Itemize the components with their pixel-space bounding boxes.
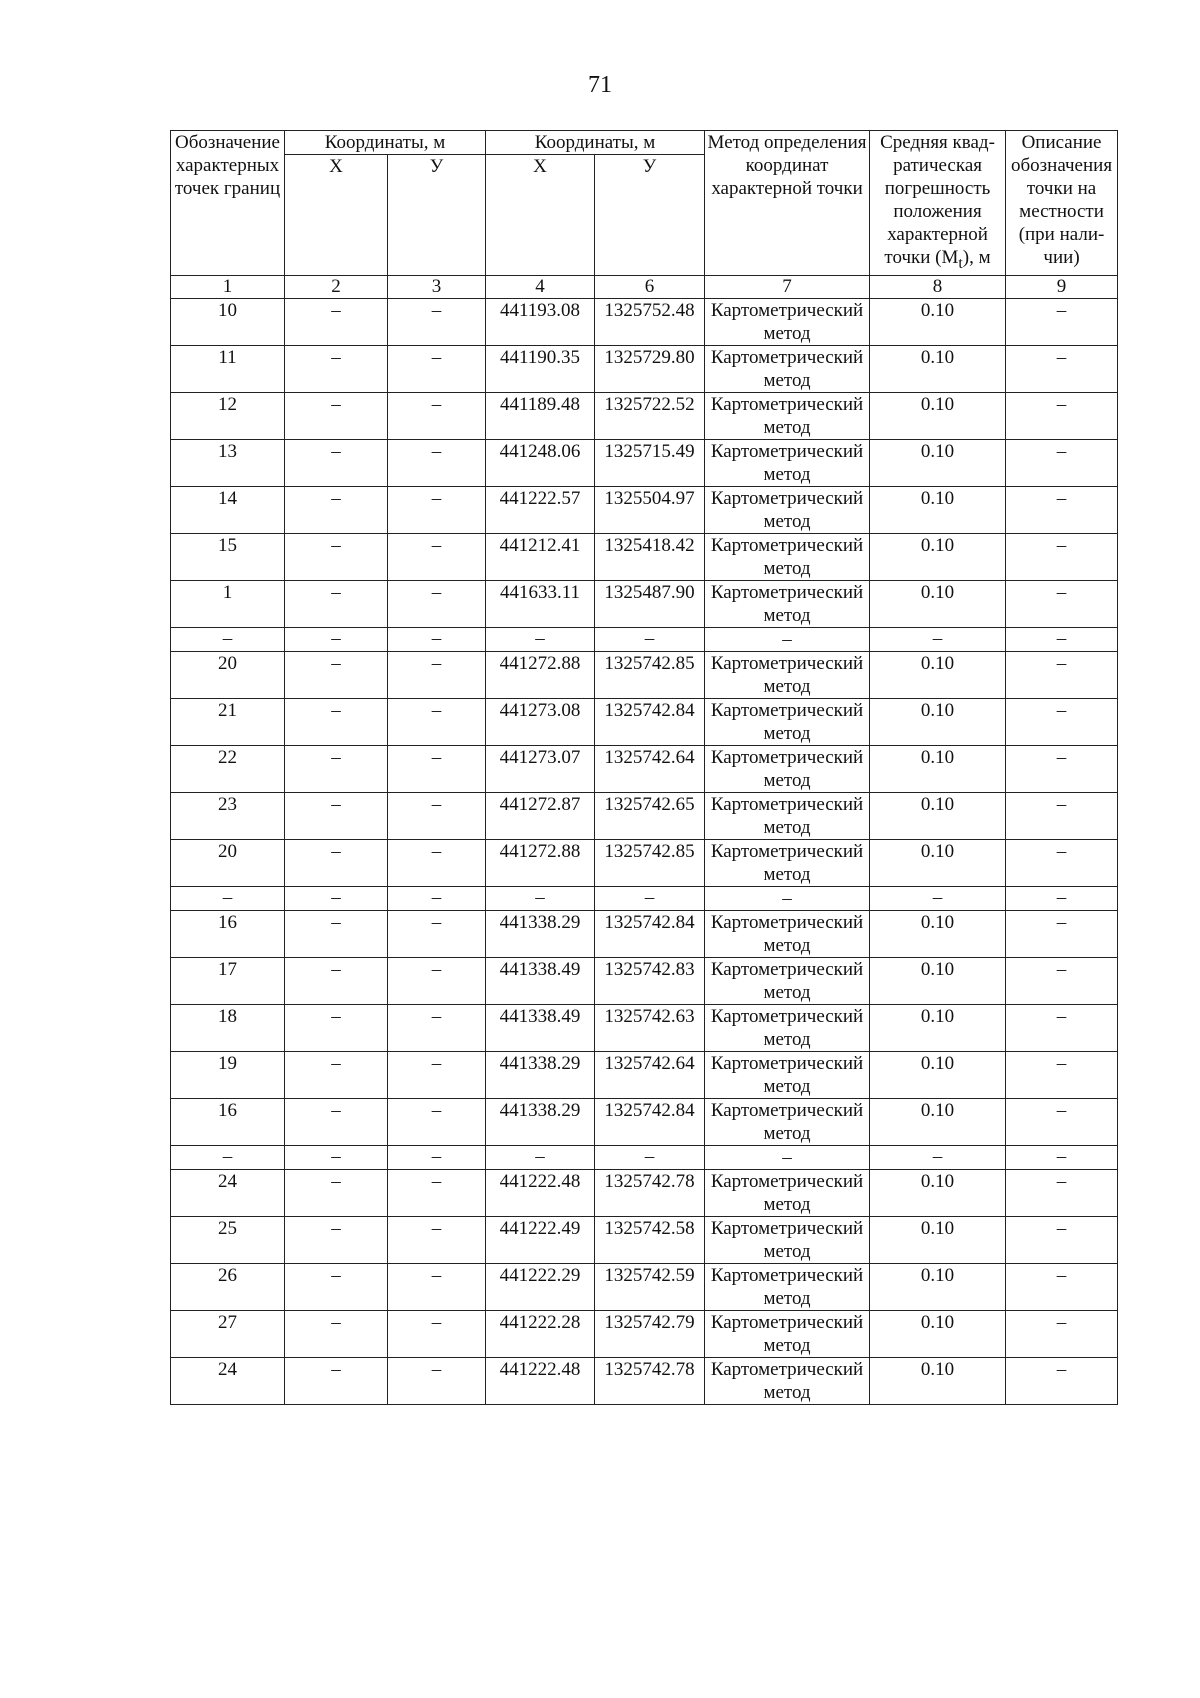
y-b-cell: 1325742.79 [595,1310,705,1357]
error-cell: 0.10 [870,1216,1006,1263]
x-b-cell: 441222.57 [486,486,595,533]
y-a-cell: – [388,839,486,886]
y-a-cell: – [388,698,486,745]
point-id-cell: – [171,627,285,651]
header-row-top [171,131,1118,155]
x-a-cell: – [285,533,388,580]
header-mean-square-error [870,131,1006,276]
error-cell: 0.10 [870,1004,1006,1051]
error-cell: 0.10 [870,345,1006,392]
x-b-cell: 441222.48 [486,1169,595,1216]
y-a-cell: – [388,1169,486,1216]
y-a-cell: – [388,486,486,533]
y-a-cell: – [388,1145,486,1169]
y-b-cell: 1325742.85 [595,839,705,886]
point-id-cell: 27 [171,1310,285,1357]
point-id-cell: 23 [171,792,285,839]
error-cell: 0.10 [870,298,1006,345]
y-a-cell: – [388,533,486,580]
x-b-cell: 441222.49 [486,1216,595,1263]
table-row [171,439,1118,486]
header-error-unit: ), м [962,247,991,268]
method-cell: Картометрический метод [705,839,870,886]
error-cell: 0.10 [870,533,1006,580]
x-a-cell: – [285,1051,388,1098]
coordinates-table [170,130,1118,1405]
description-cell: – [1006,1216,1118,1263]
column-number: 2 [285,275,388,298]
x-b-cell: 441222.48 [486,1357,595,1404]
x-a-cell: – [285,298,388,345]
x-a-cell: – [285,792,388,839]
method-cell: Картометрический метод [705,1169,870,1216]
separator-row [171,627,1118,651]
error-cell: 0.10 [870,792,1006,839]
y-b-cell: 1325504.97 [595,486,705,533]
error-cell: 0.10 [870,1051,1006,1098]
method-cell: Картометрический метод [705,1051,870,1098]
description-cell: – [1006,345,1118,392]
table-row [171,298,1118,345]
method-cell: Картометрический метод [705,910,870,957]
point-id-cell: 24 [171,1357,285,1404]
method-cell: Картометрический метод [705,1004,870,1051]
point-id-cell: 14 [171,486,285,533]
column-number: 9 [1006,275,1118,298]
table-row [171,533,1118,580]
description-cell: – [1006,298,1118,345]
y-b-cell: 1325742.84 [595,1098,705,1145]
point-id-cell: 25 [171,1216,285,1263]
description-cell: – [1006,1263,1118,1310]
y-b-cell: 1325715.49 [595,439,705,486]
y-a-cell: – [388,1310,486,1357]
y-b-cell: 1325742.85 [595,651,705,698]
description-cell: – [1006,651,1118,698]
method-cell: Картометрический метод [705,698,870,745]
x-b-cell: 441222.29 [486,1263,595,1310]
y-b-cell: 1325729.80 [595,345,705,392]
x-a-cell: – [285,1145,388,1169]
table-row [171,651,1118,698]
y-a-cell: – [388,1098,486,1145]
x-b-cell: 441273.08 [486,698,595,745]
y-a-cell: – [388,298,486,345]
x-a-cell: – [285,1263,388,1310]
description-cell: – [1006,839,1118,886]
x-b-cell: – [486,886,595,910]
y-b-cell: 1325742.84 [595,910,705,957]
y-b-cell: 1325742.84 [595,698,705,745]
error-cell: 0.10 [870,1357,1006,1404]
description-cell: – [1006,1145,1118,1169]
column-numbers-row [171,275,1118,298]
error-cell: 0.10 [870,439,1006,486]
x-a-cell: – [285,345,388,392]
error-cell: 0.10 [870,580,1006,627]
separator-row [171,1145,1118,1169]
description-cell: – [1006,580,1118,627]
description-cell: – [1006,486,1118,533]
description-cell: – [1006,439,1118,486]
header-coordinates-b: Координаты, м [486,131,705,155]
table-row [171,698,1118,745]
method-cell: Картометрический метод [705,1357,870,1404]
method-cell: Картометрический метод [705,298,870,345]
x-a-cell: – [285,1357,388,1404]
x-b-cell: 441338.49 [486,1004,595,1051]
x-a-cell: – [285,580,388,627]
point-id-cell: 12 [171,392,285,439]
x-a-cell: – [285,1310,388,1357]
x-a-cell: – [285,651,388,698]
x-a-cell: – [285,627,388,651]
x-a-cell: – [285,886,388,910]
x-b-cell: 441338.29 [486,910,595,957]
table-row [171,486,1118,533]
x-a-cell: – [285,1098,388,1145]
x-a-cell: – [285,1216,388,1263]
point-id-cell: – [171,886,285,910]
separator-row [171,886,1118,910]
point-id-cell: 20 [171,651,285,698]
table-row [171,910,1118,957]
x-b-cell: 441338.49 [486,957,595,1004]
error-cell: 0.10 [870,486,1006,533]
x-a-cell: – [285,392,388,439]
method-cell: Картометрический метод [705,439,870,486]
y-b-cell: 1325742.59 [595,1263,705,1310]
y-b-cell: 1325742.65 [595,792,705,839]
error-cell: 0.10 [870,1098,1006,1145]
x-b-cell: 441272.88 [486,651,595,698]
x-a-cell: – [285,1004,388,1051]
y-a-cell: – [388,1357,486,1404]
method-cell: Картометрический метод [705,1310,870,1357]
x-b-cell: 441222.28 [486,1310,595,1357]
y-b-cell: 1325722.52 [595,392,705,439]
description-cell: – [1006,1004,1118,1051]
x-b-cell: 441633.11 [486,580,595,627]
method-cell: Картометрический метод [705,651,870,698]
point-id-cell: 15 [171,533,285,580]
y-a-cell: – [388,745,486,792]
error-cell: 0.10 [870,745,1006,792]
error-cell: – [870,886,1006,910]
header-y-b: У [595,155,705,276]
error-cell: 0.10 [870,698,1006,745]
y-a-cell: – [388,1004,486,1051]
error-cell: 0.10 [870,1263,1006,1310]
y-b-cell: 1325742.64 [595,1051,705,1098]
page-number: 71 [588,72,612,98]
description-cell: – [1006,1051,1118,1098]
header-coordinates-a: Координаты, м [285,131,486,155]
y-a-cell: – [388,1216,486,1263]
point-id-cell: 17 [171,957,285,1004]
header-y-a: У [388,155,486,276]
description-cell: – [1006,1098,1118,1145]
description-cell: – [1006,957,1118,1004]
header-x-a: Х [285,155,388,276]
error-cell: – [870,627,1006,651]
y-a-cell: – [388,957,486,1004]
y-b-cell: 1325742.78 [595,1169,705,1216]
method-cell: Картометрический метод [705,957,870,1004]
x-b-cell: 441273.07 [486,745,595,792]
y-a-cell: – [388,392,486,439]
x-a-cell: – [285,910,388,957]
description-cell: – [1006,627,1118,651]
description-cell: – [1006,910,1118,957]
method-cell: Картометрический метод [705,1263,870,1310]
x-b-cell: 441248.06 [486,439,595,486]
method-cell: Картометрический метод [705,745,870,792]
header-error-text: Средняя квад-ратическая погрешность положения характерной точки (M [880,132,995,268]
point-id-cell: 19 [171,1051,285,1098]
method-cell: Картометрический метод [705,533,870,580]
y-b-cell: 1325418.42 [595,533,705,580]
description-cell: – [1006,1357,1118,1404]
error-cell: 0.10 [870,651,1006,698]
y-a-cell: – [388,627,486,651]
point-id-cell: 16 [171,910,285,957]
y-b-cell: – [595,627,705,651]
y-a-cell: – [388,345,486,392]
error-cell: 0.10 [870,1310,1006,1357]
x-b-cell: 441338.29 [486,1051,595,1098]
point-id-cell: 13 [171,439,285,486]
method-cell: Картометрический метод [705,392,870,439]
description-cell: – [1006,792,1118,839]
y-a-cell: – [388,439,486,486]
x-a-cell: – [285,698,388,745]
error-cell: 0.10 [870,910,1006,957]
method-cell: Картометрический метод [705,486,870,533]
y-a-cell: – [388,792,486,839]
point-id-cell: 16 [171,1098,285,1145]
y-b-cell: 1325487.90 [595,580,705,627]
header-designation: Обозначение характерных точек границ [171,131,285,276]
column-number: 4 [486,275,595,298]
header-error-subscript: t [958,254,963,272]
point-id-cell: 26 [171,1263,285,1310]
table-row [171,1357,1118,1404]
y-b-cell: – [595,1145,705,1169]
header-method: Метод определения координат характерной точки [705,131,870,276]
table-row [171,1169,1118,1216]
table-row [171,745,1118,792]
y-a-cell: – [388,580,486,627]
description-cell: – [1006,1169,1118,1216]
table-row [171,1004,1118,1051]
table-row [171,1098,1118,1145]
x-a-cell: – [285,1169,388,1216]
method-cell: – [705,1145,870,1169]
method-cell: Картометрический метод [705,1216,870,1263]
y-a-cell: – [388,886,486,910]
table-row [171,1310,1118,1357]
method-cell: Картометрический метод [705,580,870,627]
table-row [171,1263,1118,1310]
point-id-cell: 21 [171,698,285,745]
column-number: 7 [705,275,870,298]
y-a-cell: – [388,1051,486,1098]
table-row [171,1216,1118,1263]
table-row [171,839,1118,886]
x-b-cell: 441193.08 [486,298,595,345]
x-b-cell: 441338.29 [486,1098,595,1145]
table-row [171,792,1118,839]
column-number: 3 [388,275,486,298]
point-id-cell: 22 [171,745,285,792]
x-b-cell: 441272.88 [486,839,595,886]
x-a-cell: – [285,957,388,1004]
description-cell: – [1006,698,1118,745]
error-cell: 0.10 [870,957,1006,1004]
y-a-cell: – [388,910,486,957]
x-a-cell: – [285,745,388,792]
y-b-cell: – [595,886,705,910]
x-a-cell: – [285,839,388,886]
column-number: 6 [595,275,705,298]
method-cell: Картометрический метод [705,792,870,839]
description-cell: – [1006,745,1118,792]
column-number: 8 [870,275,1006,298]
y-b-cell: 1325742.78 [595,1357,705,1404]
header-description: Описание обозначения точки на местности (при нали-чии) [1006,131,1118,276]
y-b-cell: 1325742.64 [595,745,705,792]
point-id-cell: 18 [171,1004,285,1051]
error-cell: 0.10 [870,1169,1006,1216]
y-b-cell: 1325752.48 [595,298,705,345]
point-id-cell: 10 [171,298,285,345]
table-row [171,392,1118,439]
point-id-cell: 1 [171,580,285,627]
column-number: 1 [171,275,285,298]
y-b-cell: 1325742.83 [595,957,705,1004]
x-a-cell: – [285,486,388,533]
x-b-cell: 441212.41 [486,533,595,580]
error-cell: – [870,1145,1006,1169]
table-body [171,298,1118,1404]
table-row [171,1051,1118,1098]
x-b-cell: – [486,627,595,651]
description-cell: – [1006,392,1118,439]
description-cell: – [1006,1310,1118,1357]
y-b-cell: 1325742.58 [595,1216,705,1263]
error-cell: 0.10 [870,839,1006,886]
point-id-cell: 24 [171,1169,285,1216]
method-cell: Картометрический метод [705,1098,870,1145]
method-cell: – [705,627,870,651]
point-id-cell: 11 [171,345,285,392]
description-cell: – [1006,886,1118,910]
y-b-cell: 1325742.63 [595,1004,705,1051]
point-id-cell: – [171,1145,285,1169]
point-id-cell: 20 [171,839,285,886]
method-cell: Картометрический метод [705,345,870,392]
table-row [171,345,1118,392]
x-b-cell: 441190.35 [486,345,595,392]
table-row [171,957,1118,1004]
description-cell: – [1006,533,1118,580]
header-x-b: Х [486,155,595,276]
error-cell: 0.10 [870,392,1006,439]
x-b-cell: – [486,1145,595,1169]
x-a-cell: – [285,439,388,486]
x-b-cell: 441272.87 [486,792,595,839]
x-b-cell: 441189.48 [486,392,595,439]
method-cell: – [705,886,870,910]
y-a-cell: – [388,1263,486,1310]
y-a-cell: – [388,651,486,698]
table-row [171,580,1118,627]
